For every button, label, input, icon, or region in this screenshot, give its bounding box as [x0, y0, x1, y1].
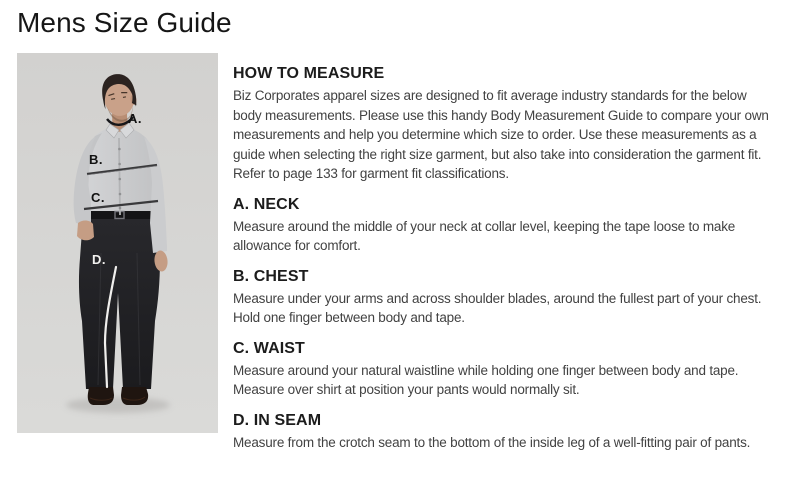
measure-instructions — [233, 53, 778, 452]
label-c-waist: C. — [91, 190, 105, 206]
section-body: Biz Corporates apparel sizes are designed to fit average industry standards for the below body measurements. Please use this handy Body Measurement Guide to compare your own measurements and help you determine which size to order. Use these measurements as a guide when selecting the right size garment, but also take into consideration the garment fit. Refer to page 133 for garment fit classifications. — [233, 88, 769, 182]
label-d-inseam: D. — [92, 252, 106, 268]
section-heading: D. IN SEAM — [233, 411, 322, 429]
section-heading: HOW TO MEASURE — [233, 65, 385, 83]
page-title: Mens Size Guide — [17, 7, 232, 38]
size-guide-photo — [17, 53, 218, 433]
section-heading: B. CHEST — [233, 267, 309, 285]
right-shoe — [121, 387, 148, 405]
section-waist — [233, 339, 778, 400]
section-body: Measure around your natural waistline while holding one finger between body and tape. Measure over shirt at position your pants would normally sit. — [233, 362, 739, 398]
section-body: Measure from the crotch seam to the bottom of the inside leg of a well-fitting pair of pants. — [233, 434, 751, 450]
label-a-neck: A. — [128, 111, 142, 127]
section-heading: A. NECK — [233, 195, 300, 213]
section-neck — [233, 195, 778, 256]
section-body: Measure around the middle of your neck at collar level, keeping the tape loose to make allowance for comfort. — [233, 218, 736, 254]
content-row — [0, 39, 800, 452]
section-body: Measure under your arms and across shoulder blades, around the fullest part of your chest. Hold one finger between body and tape. — [233, 290, 762, 326]
floor-shadow — [66, 397, 170, 413]
model-measurement-illustration — [17, 53, 218, 433]
section-chest — [233, 267, 778, 328]
section-heading: C. WAIST — [233, 339, 305, 357]
section-how-to-measure — [233, 64, 778, 184]
section-inseam — [233, 411, 778, 453]
left-hand — [77, 221, 94, 241]
left-shoe — [88, 387, 114, 405]
label-b-chest: B. — [89, 152, 103, 168]
